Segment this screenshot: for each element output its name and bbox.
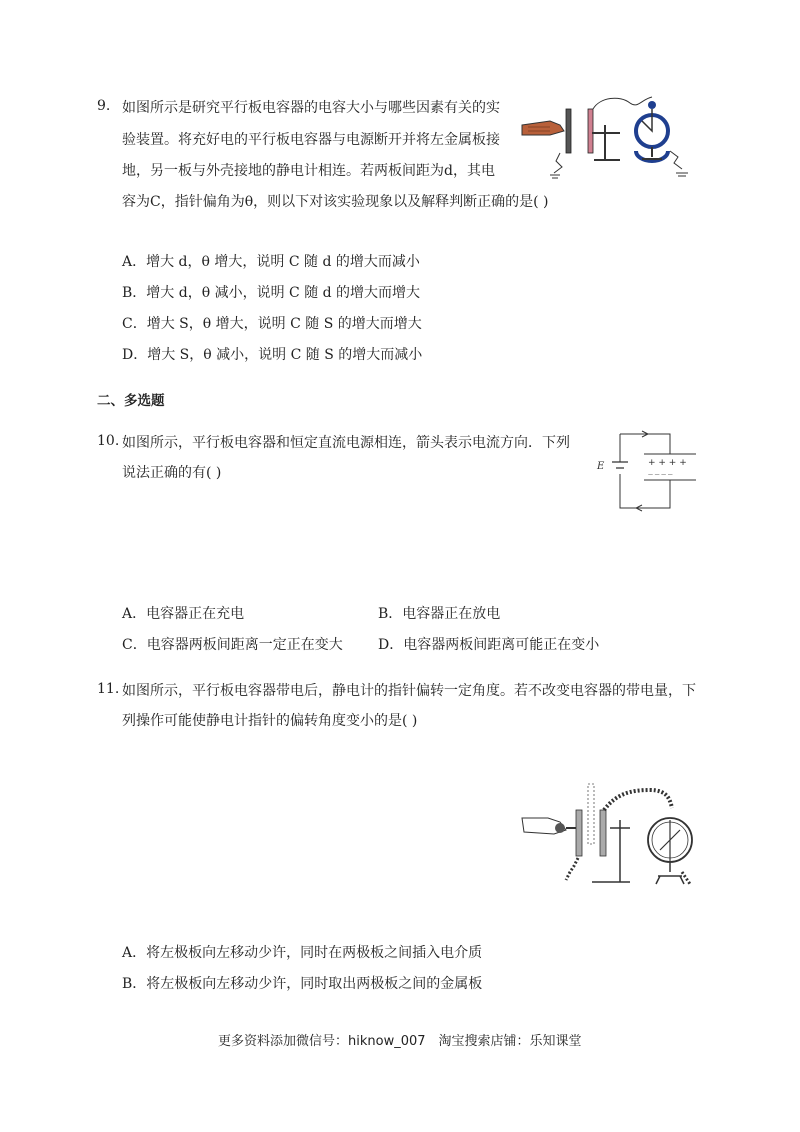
question-text-line: 容为C，指针偏角为θ，则以下对该实验现象以及解释判断正确的是( ) xyxy=(122,194,549,210)
plate-bottom-charges: — — — — xyxy=(648,472,673,478)
option-b: B．将左极板向左移动少许，同时取出两极板之间的金属板 xyxy=(122,976,483,992)
option-b: B．电容器正在放电 xyxy=(378,606,501,622)
electrometer-capacitor-figure xyxy=(520,780,700,890)
option-c: C．电容器两板间距离一定正在变大 xyxy=(122,637,343,653)
question-text-line: 列操作可能使静电计指针的偏转角度变小的是( ) xyxy=(122,713,418,729)
question-text-line: 说法正确的有( ) xyxy=(122,465,222,481)
source-label: E xyxy=(597,461,605,472)
option-a: A．增大 d，θ 增大，说明 C 随 d 的增大而减小 xyxy=(122,254,420,270)
option-a: A．将左极板向左移动少许，同时在两极板之间插入电介质 xyxy=(122,945,483,961)
capacitor-circuit-figure xyxy=(594,428,704,514)
option-d: D．增大 S，θ 减小，说明 C 随 S 的增大而减小 xyxy=(122,347,423,363)
question-number: 9. xyxy=(97,98,111,114)
question-number: 11. xyxy=(97,681,120,697)
option-b: B．增大 d，θ 减小，说明 C 随 d 的增大而增大 xyxy=(122,285,421,301)
question-text-line: 如图所示，平行板电容器和恒定直流电源相连，箭头表示电流方向．下列 xyxy=(122,435,570,451)
question-number: 10. xyxy=(97,433,120,449)
question-text-line: 如图所示，平行板电容器带电后，静电计的指针偏转一定角度。若不改变电容器的带电量，下 xyxy=(122,683,696,699)
question-text-line: 如图所示是研究平行板电容器的电容大小与哪些因素有关的实 xyxy=(122,100,500,116)
section-title: 二、多选题 xyxy=(97,393,165,409)
plate-top-charges: + + + + xyxy=(648,458,687,468)
electrometer-apparatus-figure xyxy=(520,95,700,180)
question-text-line: 地，另一板与外壳接地的静电计相连。若两板间距为d，其电 xyxy=(122,163,495,179)
option-d: D．电容器两板间距离可能正在变小 xyxy=(378,637,600,653)
question-text-line: 验装置。将充好电的平行板电容器与电源断开并将左金属板接 xyxy=(122,132,500,148)
option-a: A．电容器正在充电 xyxy=(122,606,245,622)
page-footer: 更多资料添加微信号：hiknow_007 淘宝搜索店铺：乐知课堂 xyxy=(218,1034,582,1049)
option-c: C．增大 S，θ 增大，说明 C 随 S 的增大而增大 xyxy=(122,316,422,332)
